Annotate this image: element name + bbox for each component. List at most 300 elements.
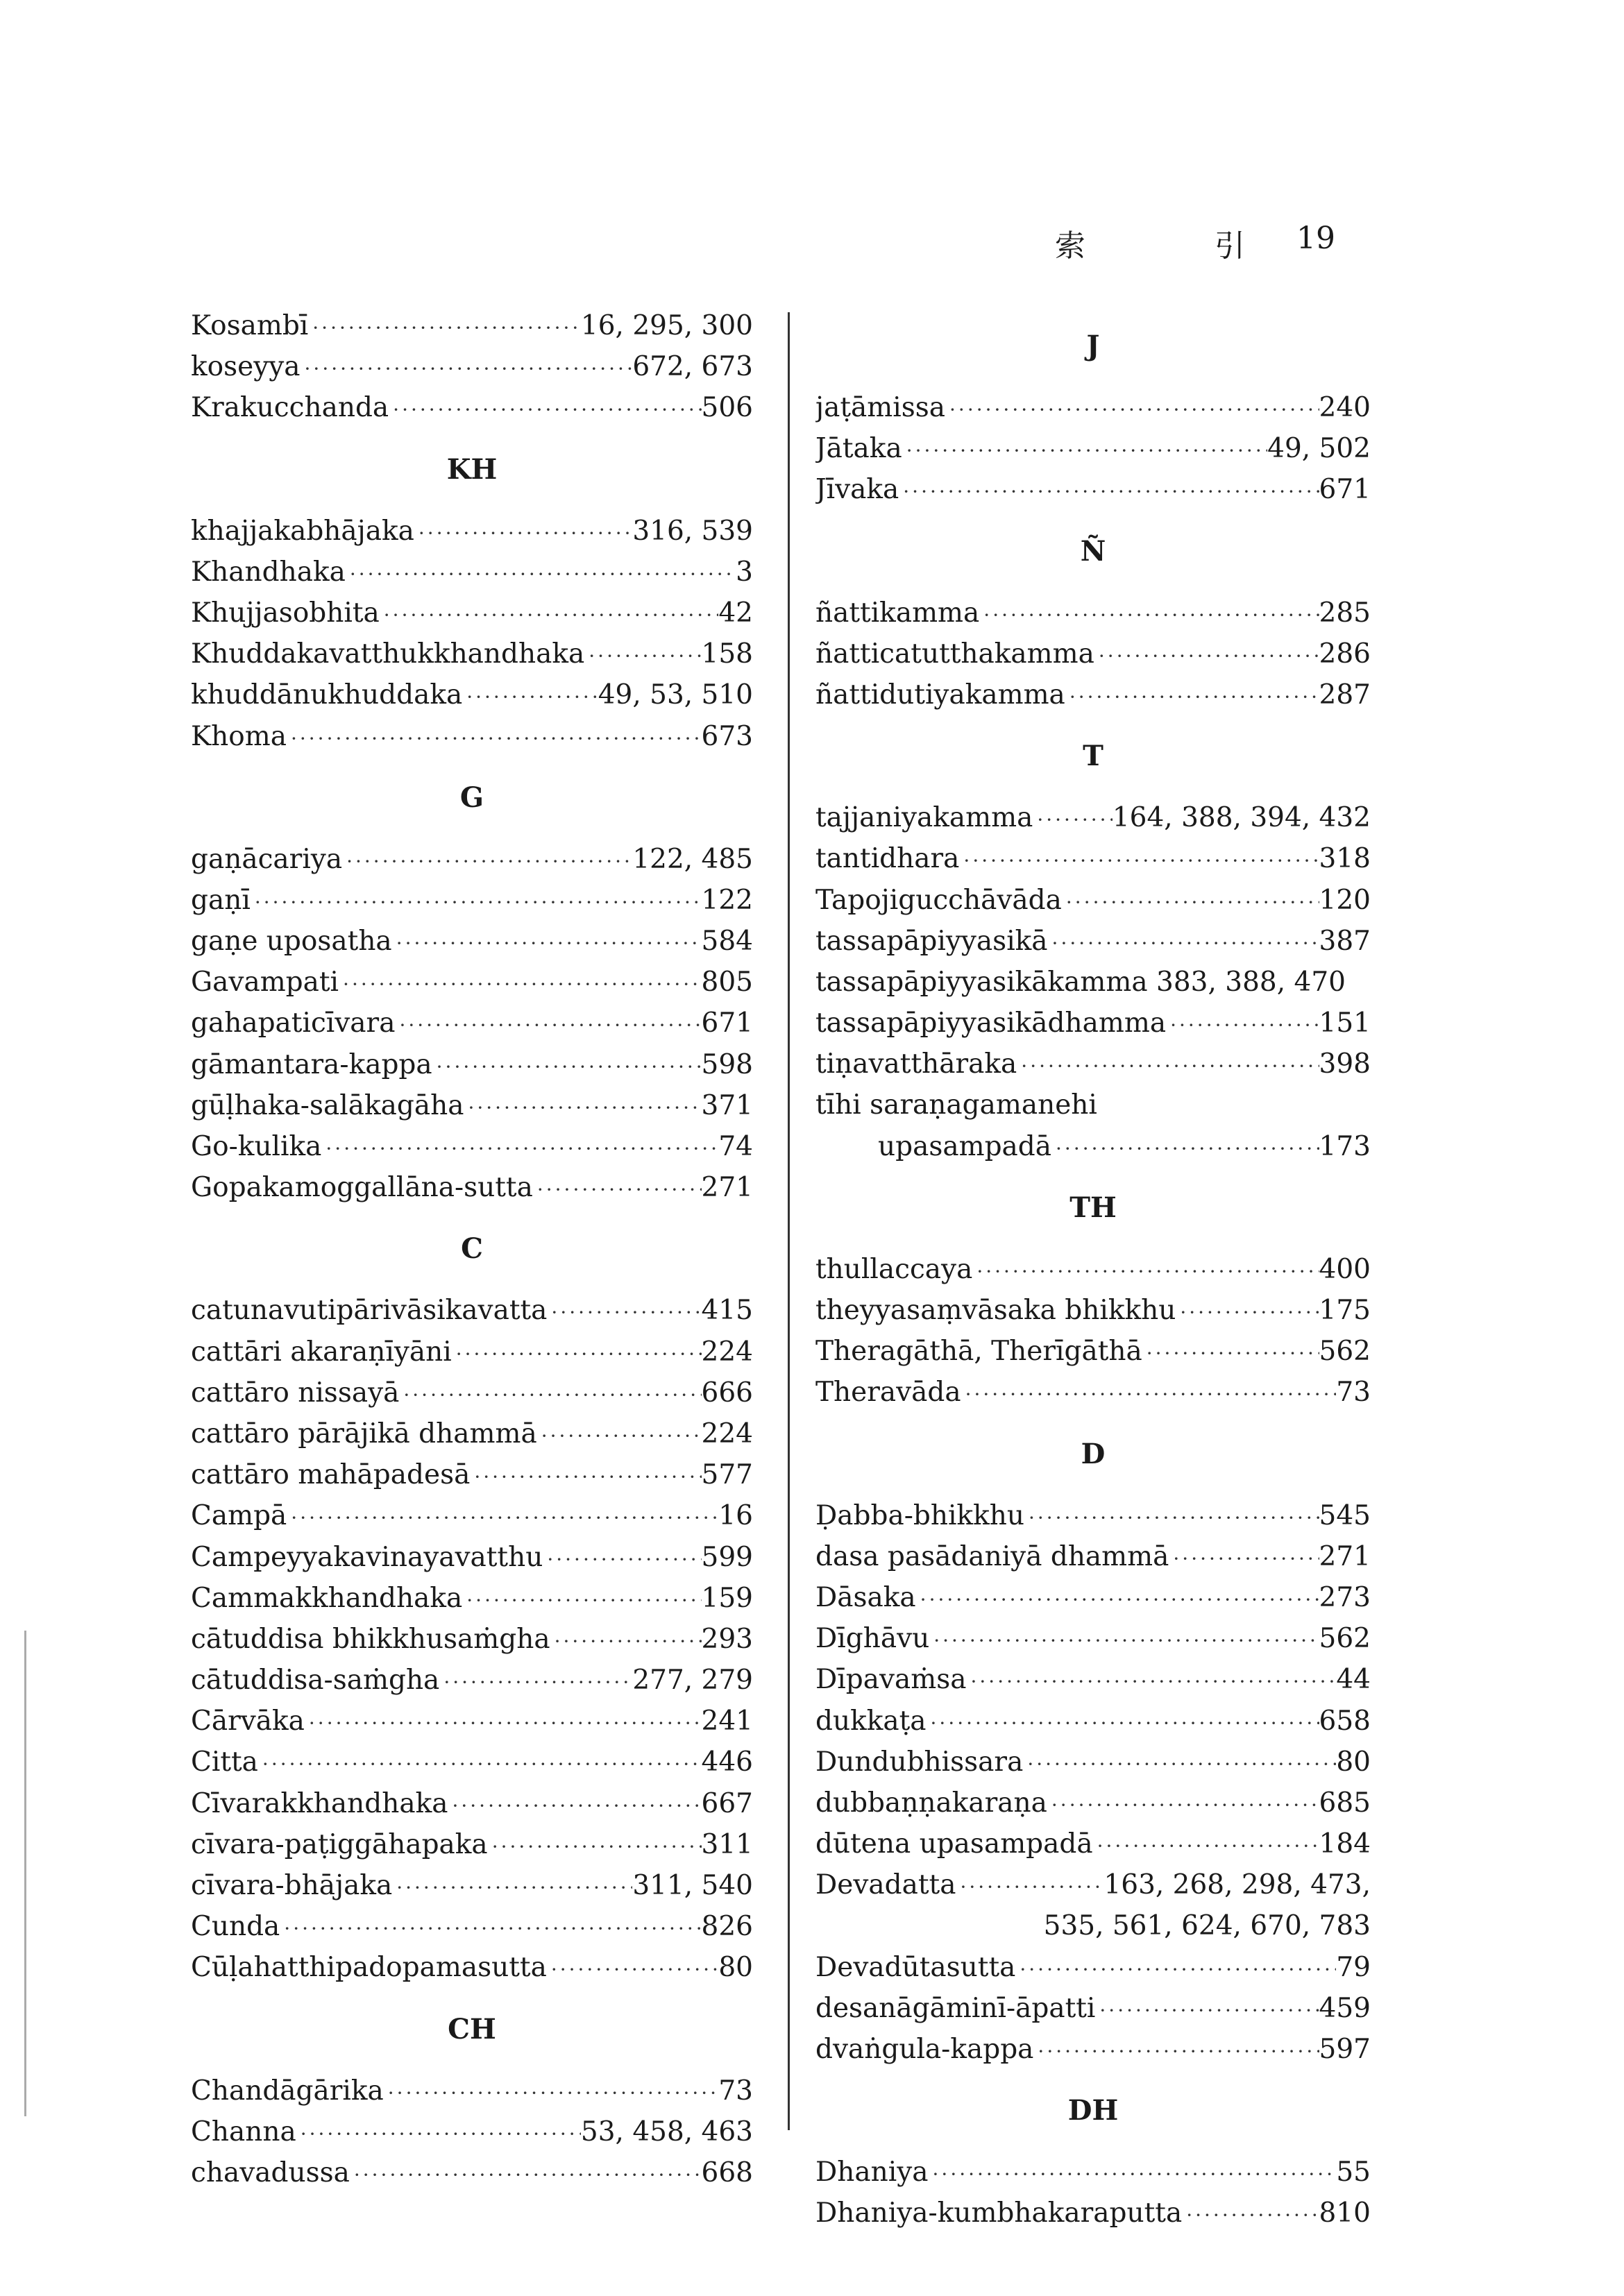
dot-leader <box>305 1703 702 1742</box>
index-entry <box>191 633 753 674</box>
index-entry <box>191 387 753 428</box>
index-entry <box>191 1783 753 1824</box>
dot-leader <box>1015 1949 1336 1988</box>
entry-pages: 49, 502 <box>1267 433 1371 465</box>
index-entry-continuation <box>815 1126 1371 1167</box>
dot-leader <box>287 718 702 757</box>
index-entry <box>815 1003 1371 1044</box>
entry-term: Cīvarakkhandhaka <box>191 1787 448 1819</box>
index-entry <box>815 1290 1371 1331</box>
dot-leader <box>321 1128 718 1167</box>
index-entry <box>815 469 1371 510</box>
entry-pages: 387 <box>1319 925 1371 957</box>
entry-pages: 158 <box>701 638 753 670</box>
dot-leader <box>1062 882 1319 921</box>
dot-leader <box>301 348 633 387</box>
entry-term: Tapojigucchāvāda <box>815 884 1062 916</box>
entry-pages: 293 <box>701 1623 753 1655</box>
entry-term: gaṇe uposatha <box>191 926 392 958</box>
index-entry <box>191 1126 753 1167</box>
index-entry <box>815 1864 1371 1905</box>
index-entry <box>191 839 753 880</box>
dot-leader <box>533 1169 702 1208</box>
index-entry <box>815 1495 1371 1536</box>
section-heading: TH <box>1069 1191 1117 1224</box>
dot-leader <box>488 1826 702 1865</box>
dot-leader <box>1176 1292 1319 1331</box>
index-entry <box>815 1742 1371 1783</box>
index-entry <box>815 428 1371 469</box>
entry-pages: 672, 673 <box>632 351 753 383</box>
index-entry <box>191 716 753 757</box>
entry-pages: 400 <box>1319 1253 1371 1285</box>
entry-term: gūḷhaka-salākagāha <box>191 1089 464 1121</box>
entry-term: dukkaṭa <box>815 1705 927 1737</box>
index-entry <box>191 962 753 1003</box>
section-heading: Ñ <box>1080 534 1106 568</box>
entry-term: tassapāpiyyasikākamma 383, 388, 470 <box>815 966 1346 998</box>
dot-leader <box>584 636 701 674</box>
entry-term: chavadussa <box>191 2157 350 2188</box>
entry-pages: 805 <box>701 967 753 998</box>
entry-pages: 562 <box>1319 1623 1371 1655</box>
dot-leader <box>1065 677 1319 715</box>
dot-leader <box>967 1661 1337 1700</box>
index-entry <box>191 1701 753 1742</box>
entry-term: tassapāpiyyasikā <box>815 925 1048 957</box>
page-number: 19 <box>1296 221 1335 256</box>
dot-leader <box>1023 1744 1336 1783</box>
section-heading: DH <box>1067 2094 1119 2127</box>
entry-pages: 271 <box>1319 1540 1371 1572</box>
dot-leader <box>899 471 1319 510</box>
entry-term: khajjakabhājaka <box>191 515 414 547</box>
entry-pages: 55 <box>1336 2157 1371 2188</box>
entry-term: Dīpavaṁsa <box>815 1664 967 1696</box>
index-entry <box>191 1495 753 1536</box>
index-entry <box>815 1947 1371 1988</box>
index-entry <box>191 1742 753 1783</box>
entry-term: Devadatta <box>815 1869 956 1901</box>
entry-term: tassapāpiyyasikādhamma <box>815 1007 1167 1039</box>
index-entry <box>191 593 753 633</box>
dot-leader <box>280 1908 701 1947</box>
index-entry <box>191 1660 753 1701</box>
entry-pages: 74 <box>718 1131 753 1162</box>
entry-term: cattāro nissayā <box>191 1377 400 1409</box>
entry-term: cattāri akaraṇīyāni <box>191 1336 452 1368</box>
entry-term: Khandhaka <box>191 556 346 588</box>
entry-term: jaṭāmissa <box>815 392 946 423</box>
entry-term: dūtena upasampadā <box>815 1828 1093 1860</box>
entry-term: cātuddisa-saṁgha <box>191 1665 440 1697</box>
entry-term: gaṇī <box>191 884 251 916</box>
entry-pages: 80 <box>718 1952 753 1984</box>
dot-leader <box>972 1251 1319 1290</box>
entry-pages: 16 <box>718 1500 753 1532</box>
index-entry <box>191 305 753 346</box>
index-entry <box>191 1085 753 1126</box>
dot-leader <box>462 677 598 715</box>
entry-pages: 318 <box>1319 843 1371 875</box>
entry-term: Dīghāvu <box>815 1623 930 1655</box>
dot-leader <box>1093 1826 1319 1864</box>
section-heading: G <box>459 781 484 814</box>
dot-leader <box>1142 1333 1319 1372</box>
index-entry <box>191 1537 753 1578</box>
dot-leader <box>979 595 1319 633</box>
entry-pages: 184 <box>1319 1828 1371 1860</box>
index-entry <box>815 797 1371 838</box>
dot-leader <box>350 2154 702 2193</box>
entry-pages: 79 <box>1336 1951 1371 1983</box>
entry-term: gahapaticīvara <box>191 1007 396 1039</box>
index-entry <box>815 1044 1371 1085</box>
index-entry <box>191 1372 753 1413</box>
entry-term: Khujjasobhita <box>191 597 380 629</box>
entry-term: dubbaṇṇakaraṇa <box>815 1787 1047 1819</box>
dot-leader <box>961 1374 1337 1413</box>
index-entry <box>191 921 753 962</box>
entry-term: ñatticatutthakamma <box>815 638 1094 670</box>
entry-term: cātuddisa bhikkhusaṁgha <box>191 1623 550 1655</box>
index-entry <box>191 674 753 715</box>
section-heading: CH <box>448 2012 496 2046</box>
dot-leader <box>1095 1990 1319 2029</box>
entry-pages: 16, 295, 300 <box>580 310 753 341</box>
dot-leader <box>464 1087 701 1126</box>
dot-leader <box>346 554 736 593</box>
entry-pages: 584 <box>701 926 753 958</box>
dot-leader <box>389 389 701 428</box>
entry-term: cīvara-bhājaka <box>191 1870 393 1901</box>
section-heading: J <box>1086 330 1100 362</box>
index-entry <box>191 2070 753 2111</box>
index-entry <box>191 1906 753 1947</box>
column-divider <box>788 312 790 2130</box>
dot-leader <box>287 1497 718 1536</box>
entry-pages: 826 <box>701 1911 753 1943</box>
dot-leader <box>929 2154 1337 2193</box>
dot-leader <box>342 841 632 880</box>
entry-pages: 671 <box>701 1007 753 1039</box>
entry-term: Theragāthā, Therīgāthā <box>815 1336 1142 1368</box>
entry-term: Dāsaka <box>815 1581 916 1613</box>
entry-term: Dhaniya <box>815 2157 929 2188</box>
index-entry <box>815 633 1371 674</box>
index-entry <box>191 1167 753 1208</box>
entry-term: cīvara-paṭiggāhapaka <box>191 1828 488 1860</box>
index-entry <box>191 552 753 593</box>
index-entry <box>191 880 753 921</box>
index-entry <box>815 1331 1371 1372</box>
index-entry <box>815 1659 1371 1700</box>
entry-term: Theravāda <box>815 1377 961 1409</box>
entry-term: Go-kulika <box>191 1131 322 1162</box>
entry-term: Gopakamoggallāna-sutta <box>191 1172 533 1204</box>
section-heading: T <box>1083 740 1103 773</box>
dot-leader <box>1047 1785 1319 1823</box>
entry-term: upasampadā <box>878 1130 1052 1162</box>
entry-pages: 122, 485 <box>632 843 753 875</box>
entry-term: Khuddakavatthukkhandhaka <box>191 638 585 670</box>
dot-leader <box>1094 636 1319 674</box>
index-right-column <box>815 305 1371 2234</box>
dot-leader <box>470 1456 701 1495</box>
entry-term: cattāro mahāpadesā <box>191 1459 471 1491</box>
dot-leader <box>432 1046 702 1085</box>
dot-leader <box>1169 1538 1319 1577</box>
entry-term: Gavampati <box>191 967 339 998</box>
entry-pages: 658 <box>1319 1705 1371 1737</box>
index-entry <box>815 1372 1371 1413</box>
dot-leader <box>547 1949 719 1988</box>
entry-pages: 163, 268, 298, 473, <box>1103 1869 1371 1901</box>
section-heading: D <box>1081 1437 1106 1470</box>
entry-pages: 241 <box>701 1706 753 1737</box>
index-entry <box>191 511 753 552</box>
entry-pages: 151 <box>1319 1007 1371 1039</box>
entry-term: Campā <box>191 1500 287 1532</box>
entry-term: Cammakkhandhaka <box>191 1582 463 1614</box>
dot-leader <box>902 430 1267 469</box>
entry-pages: 42 <box>718 597 753 629</box>
index-entry <box>815 674 1371 715</box>
entry-term: thullaccaya <box>815 1253 973 1285</box>
index-entry <box>815 593 1371 633</box>
entry-pages: 122 <box>701 884 753 916</box>
entry-pages: 44 <box>1336 1664 1371 1696</box>
entry-pages: 599 <box>701 1541 753 1573</box>
dot-leader <box>258 1744 702 1783</box>
index-entry <box>191 346 753 387</box>
entry-term: tajjaniyakamma <box>815 802 1033 834</box>
entry-term: gāmantara-kappa <box>191 1048 432 1080</box>
dot-leader <box>550 1621 702 1660</box>
index-entry <box>815 1823 1371 1864</box>
index-entry <box>191 1619 753 1660</box>
index-entry <box>191 1824 753 1865</box>
entry-pages: 459 <box>1319 1992 1371 2024</box>
entry-pages: 224 <box>701 1336 753 1368</box>
entry-pages: 271 <box>701 1172 753 1204</box>
index-entry <box>815 2152 1371 2193</box>
entry-term: Dhaniya-kumbhakaraputta <box>815 2197 1183 2229</box>
index-entry <box>815 838 1371 879</box>
index-entry <box>815 1249 1371 1290</box>
scan-margin-mark <box>24 1631 26 2116</box>
dot-leader <box>1017 1046 1319 1085</box>
dot-leader <box>547 1292 701 1331</box>
dot-leader <box>452 1334 702 1372</box>
dot-leader <box>1166 1005 1319 1044</box>
entry-pages: 311, 540 <box>632 1870 753 1901</box>
dot-leader <box>916 1579 1319 1618</box>
entry-term: Jātaka <box>815 433 902 465</box>
entry-pages: 164, 388, 394, 432 <box>1112 802 1371 834</box>
entry-pages: 286 <box>1319 638 1371 670</box>
entry-term: ñattikamma <box>815 597 980 629</box>
entry-term: cattāro pārājikā dhammā <box>191 1418 537 1449</box>
entry-term: dvaṅgula-kappa <box>815 2034 1034 2065</box>
index-entry <box>191 2152 753 2193</box>
header-title-char-1: 索 <box>1055 228 1085 264</box>
entry-pages: 159 <box>701 1582 753 1614</box>
dot-leader <box>308 307 581 346</box>
index-entry <box>191 2111 753 2152</box>
entry-term: Cārvāka <box>191 1706 305 1737</box>
entry-term: Devadūtasutta <box>815 1951 1016 1983</box>
index-entry <box>815 1701 1371 1742</box>
entry-term: Citta <box>191 1746 258 1778</box>
entry-pages: 311 <box>701 1828 753 1860</box>
index-entry <box>191 1578 753 1619</box>
index-entry <box>815 387 1371 428</box>
entry-term: gaṇācariya <box>191 843 343 875</box>
entry-term: tīhi saraṇagamanehi <box>815 1089 1097 1121</box>
dot-leader <box>439 1662 632 1701</box>
entry-term: koseyya <box>191 351 301 383</box>
dot-leader <box>339 964 702 1003</box>
dot-leader <box>462 1580 701 1619</box>
entry-pages: 666 <box>701 1377 753 1409</box>
entry-term: Campeyyakavinayavatthu <box>191 1541 543 1573</box>
entry-term: Khoma <box>191 720 287 752</box>
dot-leader <box>296 2114 581 2152</box>
entry-pages: 277, 279 <box>632 1665 753 1697</box>
dot-leader <box>1024 1497 1319 1536</box>
index-entry <box>191 1454 753 1495</box>
dot-leader <box>392 1867 632 1906</box>
index-entry <box>815 1536 1371 1577</box>
entry-pages: 668 <box>701 2157 753 2188</box>
entry-pages: 671 <box>1319 474 1371 506</box>
entry-pages: 175 <box>1319 1295 1371 1326</box>
index-entry <box>815 1085 1371 1125</box>
entry-pages: 173 <box>1319 1130 1371 1162</box>
entry-term: Channa <box>191 2116 296 2148</box>
dot-leader <box>956 1866 1103 1905</box>
dot-leader <box>959 840 1319 879</box>
entry-term: desanāgāminī-āpatti <box>815 1992 1096 2024</box>
entry-pages: 53, 458, 463 <box>580 2116 753 2148</box>
page-header <box>1034 221 1353 276</box>
entry-term: Krakucchanda <box>191 392 389 424</box>
entry-pages: 562 <box>1319 1336 1371 1368</box>
dot-leader <box>1048 923 1319 962</box>
entry-pages: 80 <box>1336 1746 1371 1778</box>
entry-pages: 287 <box>1319 679 1371 711</box>
index-entry <box>191 1865 753 1906</box>
index-entry <box>191 1947 753 1988</box>
entry-pages: 673 <box>701 720 753 752</box>
dot-leader <box>384 2073 719 2111</box>
dot-leader <box>1182 2195 1319 2234</box>
entry-term: Kosambī <box>191 310 309 341</box>
entry-term: ñattidutiyakamma <box>815 679 1065 711</box>
dot-leader <box>395 1005 701 1044</box>
index-entry <box>815 1988 1371 2029</box>
entry-pages: 810 <box>1319 2197 1371 2229</box>
index-entry <box>191 1003 753 1044</box>
entry-term: theyyasaṃvāsaka bhikkhu <box>815 1295 1176 1326</box>
section-heading: C <box>461 1232 483 1266</box>
entry-pages: 224 <box>701 1418 753 1449</box>
dot-leader <box>945 389 1319 428</box>
dot-leader <box>1051 1128 1319 1167</box>
dot-leader <box>380 595 719 633</box>
entry-pages: 667 <box>701 1787 753 1819</box>
entry-term: Chandāgārika <box>191 2075 384 2107</box>
entry-pages: 598 <box>701 1048 753 1080</box>
entry-pages: 3 <box>736 556 753 588</box>
index-entry <box>815 1577 1371 1618</box>
dot-leader <box>414 513 632 552</box>
entry-term: Ḍabba-bhikkhu <box>815 1499 1024 1531</box>
dot-leader <box>1033 799 1113 838</box>
index-entry <box>815 962 1371 1003</box>
index-entry <box>815 921 1371 962</box>
index-entry <box>191 1044 753 1085</box>
index-entry <box>191 1413 753 1454</box>
index-entry-continuation <box>815 1905 1371 1946</box>
entry-term: Cunda <box>191 1911 280 1943</box>
dot-leader <box>929 1620 1319 1659</box>
entry-term: Jīvaka <box>815 474 899 506</box>
dot-leader <box>543 1539 701 1578</box>
index-entry <box>815 2193 1371 2234</box>
entry-pages: 415 <box>701 1295 753 1327</box>
entry-pages: 273 <box>1319 1581 1371 1613</box>
entry-pages: 506 <box>701 392 753 424</box>
entry-pages: 597 <box>1319 2034 1371 2065</box>
entry-pages: 398 <box>1319 1048 1371 1080</box>
header-title-char-2: 引 <box>1215 228 1245 264</box>
dot-leader <box>927 1703 1319 1742</box>
entry-pages: 371 <box>701 1089 753 1121</box>
entry-pages: 577 <box>701 1459 753 1491</box>
dot-leader <box>537 1415 702 1454</box>
entry-pages: 316, 539 <box>632 515 753 547</box>
entry-term: khuddānukhuddaka <box>191 679 463 711</box>
index-entry <box>815 1618 1371 1659</box>
entry-term: dasa pasādaniyā dhammā <box>815 1540 1169 1572</box>
entry-pages: 685 <box>1319 1787 1371 1819</box>
entry-pages: 49, 53, 510 <box>598 679 753 711</box>
entry-term: Dundubhissara <box>815 1746 1024 1778</box>
entry-term: catunavutipārivāsikavatta <box>191 1295 548 1327</box>
index-entry <box>191 1290 753 1331</box>
dot-leader <box>251 882 702 921</box>
entry-term: tantidhara <box>815 843 960 875</box>
entry-pages: 120 <box>1319 884 1371 916</box>
entry-term: tiṇavatthāraka <box>815 1048 1017 1080</box>
dot-leader <box>448 1785 701 1824</box>
entry-pages: 73 <box>1336 1377 1371 1409</box>
dot-leader <box>392 923 702 962</box>
section-heading: KH <box>446 452 498 486</box>
entry-pages: 240 <box>1319 392 1371 423</box>
entry-pages: 545 <box>1319 1499 1371 1531</box>
index-left-column <box>191 305 753 2193</box>
entry-pages: 446 <box>701 1746 753 1778</box>
index-entry <box>815 2029 1371 2070</box>
entry-pages: 535, 561, 624, 670, 783 <box>1043 1910 1371 1942</box>
dot-leader <box>1033 2031 1319 2070</box>
dot-leader <box>399 1375 701 1413</box>
entry-pages: 285 <box>1319 597 1371 629</box>
index-entry <box>815 1783 1371 1823</box>
